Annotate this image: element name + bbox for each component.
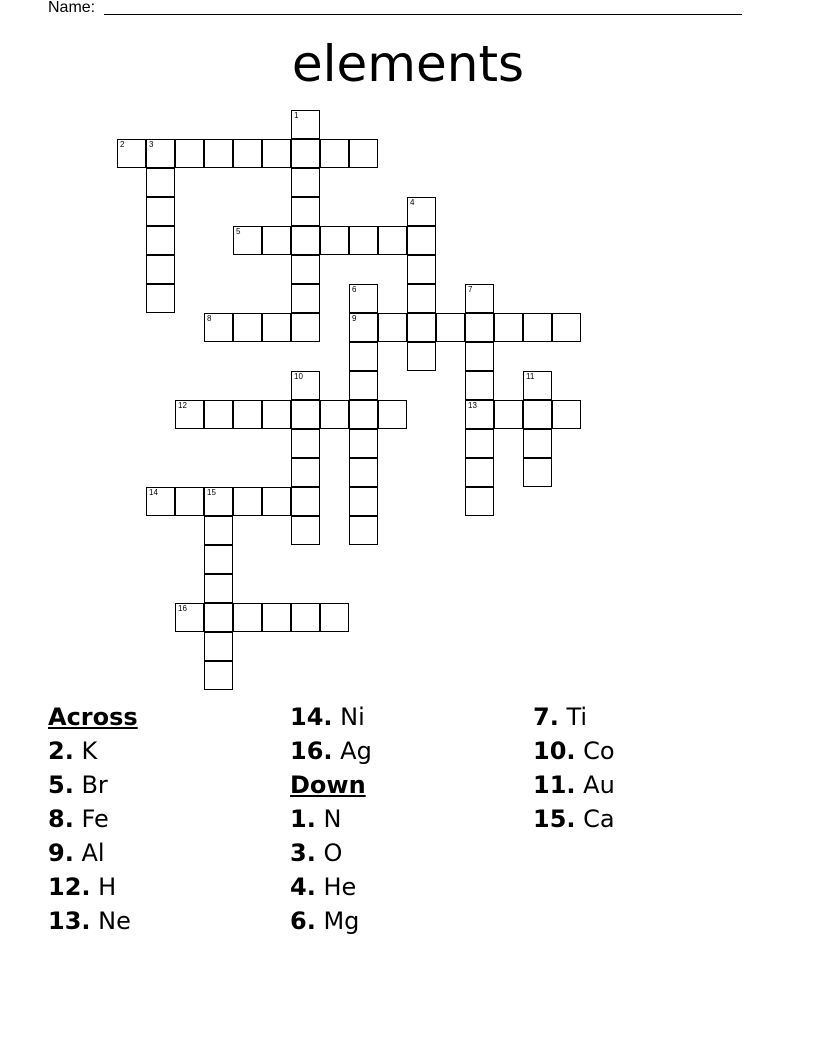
clue-item-number: 15.: [533, 805, 576, 833]
grid-cell[interactable]: [262, 313, 291, 342]
clue-column-3: [533, 700, 763, 836]
grid-cell[interactable]: [204, 661, 233, 690]
clue-item: [48, 734, 278, 768]
grid-cell[interactable]: [291, 516, 320, 545]
grid-cell[interactable]: [320, 226, 349, 255]
clue-number: 14: [149, 488, 158, 497]
clue-number: 9: [352, 314, 357, 323]
grid-cell[interactable]: [349, 313, 378, 342]
clue-number: 3: [149, 140, 154, 149]
grid-cell[interactable]: [465, 400, 494, 429]
grid-cell[interactable]: [204, 139, 233, 168]
grid-cell[interactable]: [291, 400, 320, 429]
grid-cell[interactable]: [175, 603, 204, 632]
name-label: Name:: [48, 0, 96, 16]
grid-cell[interactable]: [291, 487, 320, 516]
grid-cell[interactable]: [407, 284, 436, 313]
grid-cell[interactable]: [204, 545, 233, 574]
clue-item-text: Al: [73, 839, 105, 867]
grid-cell[interactable]: [204, 313, 233, 342]
clue-column-2: [290, 700, 520, 938]
grid-cell[interactable]: [146, 168, 175, 197]
grid-cell[interactable]: [349, 429, 378, 458]
grid-cell[interactable]: [146, 255, 175, 284]
clue-item: [290, 870, 520, 904]
grid-cell[interactable]: [349, 139, 378, 168]
grid-cell[interactable]: [204, 632, 233, 661]
grid-cell[interactable]: [349, 458, 378, 487]
puzzle-title: elements: [291, 35, 525, 93]
clue-column-1: [48, 700, 278, 938]
grid-cell[interactable]: [523, 429, 552, 458]
grid-cell[interactable]: [262, 226, 291, 255]
clue-heading: Across: [48, 703, 138, 731]
grid-cell[interactable]: [320, 603, 349, 632]
grid-cell[interactable]: [407, 342, 436, 371]
grid-cell[interactable]: [349, 226, 378, 255]
grid-cell[interactable]: [204, 603, 233, 632]
clue-item-text: Ag: [332, 737, 372, 765]
grid-cell[interactable]: [552, 313, 581, 342]
grid-cell[interactable]: [117, 139, 146, 168]
grid-cell[interactable]: [233, 313, 262, 342]
clue-item-number: 8.: [48, 805, 74, 833]
clue-number: 4: [410, 198, 415, 207]
clue-item-text: Au: [575, 771, 615, 799]
grid-cell[interactable]: [378, 400, 407, 429]
grid-cell[interactable]: [204, 574, 233, 603]
clue-item: [290, 904, 520, 938]
clue-item-text: H: [90, 873, 117, 901]
clue-number: 11: [526, 372, 535, 381]
clue-item-number: 12.: [48, 873, 91, 901]
clue-number: 13: [468, 401, 477, 410]
clue-item: [290, 802, 520, 836]
grid-cell[interactable]: [291, 255, 320, 284]
grid-cell[interactable]: [175, 139, 204, 168]
clue-number: 16: [178, 604, 187, 613]
grid-cell[interactable]: [436, 313, 465, 342]
clue-item-text: O: [315, 839, 343, 867]
clue-item-number: 16.: [290, 737, 333, 765]
grid-cell[interactable]: [233, 603, 262, 632]
grid-cell[interactable]: [262, 603, 291, 632]
grid-cell[interactable]: [291, 139, 320, 168]
clue-item: [290, 734, 520, 768]
grid-cell[interactable]: [465, 487, 494, 516]
grid-cell[interactable]: [175, 487, 204, 516]
grid-cell[interactable]: [349, 342, 378, 371]
clue-item: [533, 802, 763, 836]
clue-number: 6: [352, 285, 357, 294]
grid-cell[interactable]: [146, 284, 175, 313]
clue-item-text: Fe: [73, 805, 109, 833]
clue-item-number: 11.: [533, 771, 576, 799]
clue-number: 5: [236, 227, 241, 236]
clue-item-text: Br: [73, 771, 108, 799]
grid-cell[interactable]: [349, 284, 378, 313]
clue-item-text: He: [315, 873, 357, 901]
clue-number: 2: [120, 140, 125, 149]
clue-item-text: Ca: [575, 805, 615, 833]
clue-item-number: 10.: [533, 737, 576, 765]
grid-cell[interactable]: [204, 516, 233, 545]
grid-cell[interactable]: [291, 458, 320, 487]
grid-cell[interactable]: [146, 226, 175, 255]
grid-cell[interactable]: [175, 400, 204, 429]
grid-cell[interactable]: [349, 487, 378, 516]
clue-item: [48, 904, 278, 938]
grid-cell[interactable]: [378, 313, 407, 342]
clue-item: [533, 700, 763, 734]
clue-item-text: Ti: [558, 703, 588, 731]
clue-item-number: 1.: [290, 805, 316, 833]
grid-cell[interactable]: [291, 371, 320, 400]
clue-item: [290, 836, 520, 870]
grid-cell[interactable]: [233, 139, 262, 168]
clue-item-text: Ne: [90, 907, 131, 935]
grid-cell[interactable]: [291, 226, 320, 255]
grid-cell[interactable]: [465, 284, 494, 313]
clue-item-number: 6.: [290, 907, 316, 935]
clue-number: 15: [207, 488, 216, 497]
grid-cell[interactable]: [233, 400, 262, 429]
grid-cell[interactable]: [233, 226, 262, 255]
grid-cell[interactable]: [320, 139, 349, 168]
grid-cell[interactable]: [407, 197, 436, 226]
grid-cell[interactable]: [262, 139, 291, 168]
clue-item-number: 5.: [48, 771, 74, 799]
grid-cell[interactable]: [291, 603, 320, 632]
clue-number: 1: [294, 111, 299, 120]
grid-cell[interactable]: [465, 429, 494, 458]
clue-item-number: 2.: [48, 737, 74, 765]
grid-cell[interactable]: [523, 371, 552, 400]
clue-number: 12: [178, 401, 187, 410]
grid-cell[interactable]: [349, 516, 378, 545]
grid-cell[interactable]: [262, 487, 291, 516]
clue-item-text: Mg: [315, 907, 360, 935]
grid-cell[interactable]: [291, 429, 320, 458]
grid-cell[interactable]: [349, 400, 378, 429]
grid-cell[interactable]: [523, 313, 552, 342]
grid-cell[interactable]: [291, 110, 320, 139]
clue-item-text: K: [73, 737, 98, 765]
grid-cell[interactable]: [407, 313, 436, 342]
grid-cell[interactable]: [291, 284, 320, 313]
clue-item-number: 13.: [48, 907, 91, 935]
clue-item-text: Co: [575, 737, 615, 765]
grid-cell[interactable]: [349, 371, 378, 400]
grid-cell[interactable]: [291, 313, 320, 342]
grid-cell[interactable]: [407, 226, 436, 255]
clue-item: [48, 836, 278, 870]
grid-cell[interactable]: [465, 342, 494, 371]
clue-item-number: 4.: [290, 873, 316, 901]
grid-cell[interactable]: [320, 400, 349, 429]
grid-cell[interactable]: [204, 400, 233, 429]
clue-item: [48, 870, 278, 904]
clue-item: [533, 734, 763, 768]
grid-cell[interactable]: [465, 371, 494, 400]
clue-item-text: N: [315, 805, 342, 833]
grid-cell[interactable]: [523, 400, 552, 429]
grid-cell[interactable]: [465, 313, 494, 342]
grid-cell[interactable]: [552, 400, 581, 429]
clue-item: [533, 768, 763, 802]
grid-cell[interactable]: [262, 400, 291, 429]
clue-number: 8: [207, 314, 212, 323]
grid-cell[interactable]: [291, 168, 320, 197]
grid-cell[interactable]: [146, 139, 175, 168]
clue-number: 10: [294, 372, 303, 381]
grid-cell[interactable]: [233, 487, 262, 516]
clue-item-number: 9.: [48, 839, 74, 867]
grid-cell[interactable]: [204, 487, 233, 516]
grid-cell[interactable]: [146, 197, 175, 226]
grid-cell[interactable]: [465, 458, 494, 487]
grid-cell[interactable]: [494, 400, 523, 429]
clue-item-number: 14.: [290, 703, 333, 731]
clue-item: [290, 700, 520, 734]
grid-cell[interactable]: [407, 255, 436, 284]
clue-item: [48, 768, 278, 802]
grid-cell[interactable]: [523, 458, 552, 487]
clue-heading: Down: [290, 771, 366, 799]
clue-item: [48, 802, 278, 836]
grid-cell[interactable]: [494, 313, 523, 342]
grid-cell[interactable]: [146, 487, 175, 516]
grid-cell[interactable]: [291, 197, 320, 226]
clue-item-text: Ni: [332, 703, 365, 731]
clue-item-number: 3.: [290, 839, 316, 867]
clue-number: 7: [468, 285, 473, 294]
clue-item-number: 7.: [533, 703, 559, 731]
grid-cell[interactable]: [378, 226, 407, 255]
